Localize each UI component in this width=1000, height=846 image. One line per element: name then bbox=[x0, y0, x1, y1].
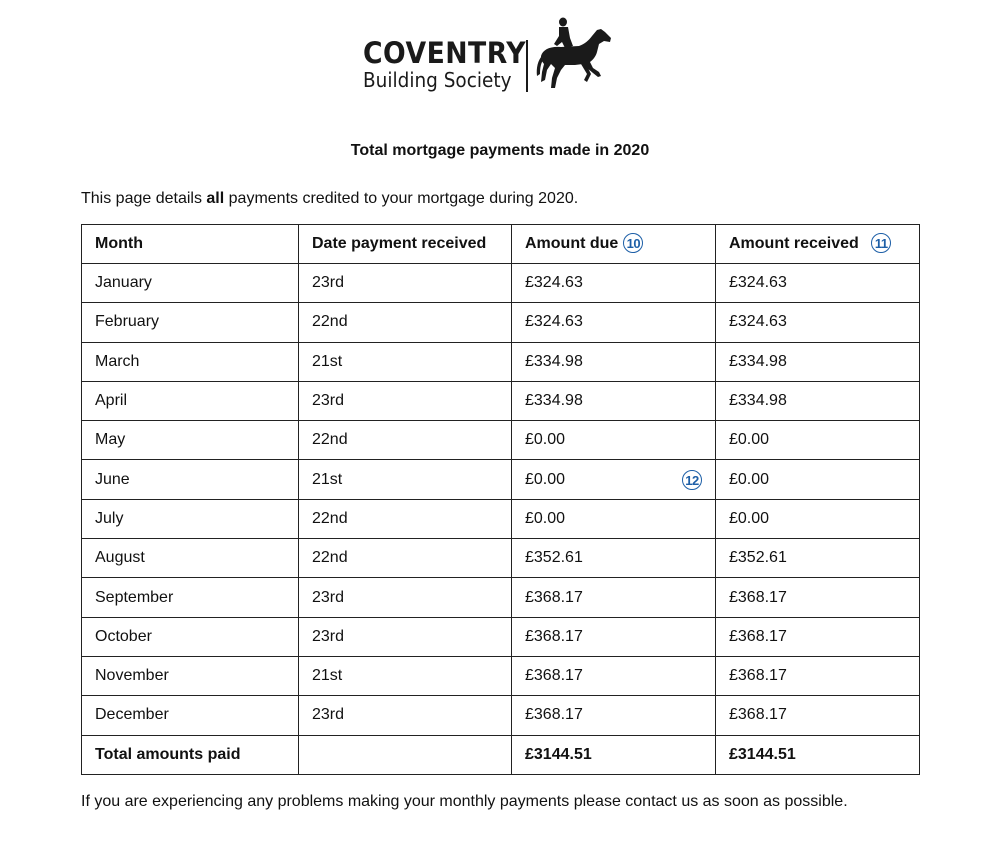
cell-amount-due-text: £0.00 bbox=[525, 431, 566, 449]
cell-amount-received-text: £334.98 bbox=[729, 352, 787, 370]
cell-amount-due-text: £352.61 bbox=[525, 549, 583, 567]
cell-amount-due bbox=[512, 499, 716, 538]
cell-amount-received bbox=[716, 381, 920, 420]
table-row bbox=[82, 421, 920, 460]
header-amount-due-label: Amount due bbox=[525, 235, 619, 253]
cell-date-received bbox=[299, 421, 512, 460]
cell-amount-received bbox=[716, 578, 920, 617]
cell-amount-due bbox=[512, 460, 716, 499]
cell-date-received bbox=[299, 539, 512, 578]
table-row bbox=[82, 656, 920, 695]
cell-date-received bbox=[299, 656, 512, 695]
cell-amount-received-text: £368.17 bbox=[729, 627, 787, 645]
cell-month bbox=[82, 303, 299, 342]
table-row bbox=[82, 617, 920, 656]
cell-month bbox=[82, 696, 299, 735]
cell-date-received bbox=[299, 460, 512, 499]
table-row bbox=[82, 264, 920, 303]
cell-amount-received-text: £0.00 bbox=[729, 509, 770, 527]
cell-month bbox=[82, 342, 299, 381]
cell-amount-due bbox=[512, 539, 716, 578]
cell-date-received bbox=[299, 499, 512, 538]
cell-amount-due bbox=[512, 617, 716, 656]
cell-month-text: December bbox=[95, 706, 169, 724]
header-amount-received-label: Amount received bbox=[729, 235, 859, 253]
cell-month bbox=[82, 578, 299, 617]
page-title: Total mortgage payments made in 2020 bbox=[350, 142, 650, 159]
intro-before: This page details bbox=[81, 190, 207, 207]
cell-amount-received bbox=[716, 499, 920, 538]
intro-emphasis: all bbox=[206, 190, 225, 207]
cell-date-received bbox=[299, 264, 512, 303]
logo-wordmark bbox=[363, 38, 540, 92]
cell-amount-due bbox=[512, 578, 716, 617]
table-row bbox=[82, 342, 920, 381]
cell-amount-due-text: £368.17 bbox=[525, 706, 583, 724]
total-amount-received: £3144.51 bbox=[716, 735, 920, 774]
total-amount-due: £3144.51 bbox=[512, 735, 716, 774]
cell-month bbox=[82, 656, 299, 695]
cell-amount-due bbox=[512, 421, 716, 460]
cell-amount-received bbox=[716, 421, 920, 460]
cell-amount-received bbox=[716, 539, 920, 578]
total-label: Total amounts paid bbox=[82, 735, 299, 774]
cell-month bbox=[82, 539, 299, 578]
cell-amount-received-text: £368.17 bbox=[729, 588, 787, 606]
cell-amount-due bbox=[512, 381, 716, 420]
cell-month bbox=[82, 617, 299, 656]
cell-month-text: March bbox=[95, 352, 140, 370]
cell-amount-received bbox=[716, 696, 920, 735]
cell-month bbox=[82, 499, 299, 538]
cell-month-text: July bbox=[95, 509, 124, 527]
cell-amount-due bbox=[512, 303, 716, 342]
cell-amount-due bbox=[512, 264, 716, 303]
cell-month-text: May bbox=[95, 431, 126, 449]
cell-date-received-text: 23rd bbox=[312, 274, 345, 292]
cell-month bbox=[82, 264, 299, 303]
table-header-row bbox=[82, 225, 920, 264]
cell-month-text: January bbox=[95, 274, 152, 292]
table-row bbox=[82, 460, 920, 499]
cell-month-text: August bbox=[95, 549, 145, 567]
cell-amount-due bbox=[512, 696, 716, 735]
cell-amount-due bbox=[512, 656, 716, 695]
cell-amount-received bbox=[716, 342, 920, 381]
cell-amount-due-text: £324.63 bbox=[525, 274, 583, 292]
cell-date-received-text: 22nd bbox=[312, 509, 348, 527]
cell-amount-received-text: £324.63 bbox=[729, 274, 787, 292]
cell-month bbox=[82, 460, 299, 499]
intro-text bbox=[81, 190, 578, 208]
reference-marker-10: 10 bbox=[623, 233, 643, 253]
cell-date-received bbox=[299, 617, 512, 656]
cell-month bbox=[82, 381, 299, 420]
cell-date-received-text: 23rd bbox=[312, 627, 345, 645]
cell-date-received-text: 23rd bbox=[312, 588, 345, 606]
cell-date-received bbox=[299, 381, 512, 420]
logo-divider bbox=[526, 40, 528, 92]
cell-amount-due-text: £368.17 bbox=[525, 627, 583, 645]
reference-marker-11: 11 bbox=[871, 233, 891, 253]
header-amount-received bbox=[716, 225, 920, 264]
cell-month-text: April bbox=[95, 392, 128, 410]
header-date-received: Date payment received bbox=[299, 225, 512, 264]
cell-amount-received bbox=[716, 303, 920, 342]
payments-table bbox=[81, 224, 920, 775]
cell-amount-due-text: £324.63 bbox=[525, 313, 583, 331]
cell-amount-received-text: £0.00 bbox=[729, 431, 770, 449]
cell-month-text: November bbox=[95, 667, 169, 685]
cell-date-received bbox=[299, 696, 512, 735]
cell-amount-received-text: £324.63 bbox=[729, 313, 787, 331]
table-row bbox=[82, 381, 920, 420]
cell-amount-received-text: £334.98 bbox=[729, 392, 787, 410]
cell-amount-received bbox=[716, 264, 920, 303]
table-row bbox=[82, 303, 920, 342]
cell-amount-due-text: £368.17 bbox=[525, 667, 583, 685]
cell-date-received-text: 21st bbox=[312, 352, 343, 370]
cell-amount-received-text: £0.00 bbox=[729, 470, 770, 488]
logo-name: COVENTRY bbox=[363, 36, 527, 70]
cell-amount-due-text: £368.17 bbox=[525, 588, 583, 606]
cell-date-received bbox=[299, 578, 512, 617]
cell-amount-received-text: £368.17 bbox=[729, 706, 787, 724]
cell-amount-due-text: £334.98 bbox=[525, 352, 583, 370]
table-row bbox=[82, 696, 920, 735]
cell-amount-due-text: £334.98 bbox=[525, 392, 583, 410]
cell-month-text: September bbox=[95, 588, 174, 606]
cell-amount-received-text: £368.17 bbox=[729, 667, 787, 685]
cell-month-text: October bbox=[95, 627, 152, 645]
footer-note: If you are experiencing any problems making your monthly payments please contact us as soon as possible. bbox=[81, 793, 848, 810]
header-amount-due bbox=[512, 225, 716, 264]
cell-date-received-text: 21st bbox=[312, 470, 343, 488]
cell-amount-due-text: £0.00 bbox=[525, 470, 566, 488]
cell-date-received-text: 22nd bbox=[312, 313, 348, 331]
cell-month-text: February bbox=[95, 313, 160, 331]
cell-date-received-text: 23rd bbox=[312, 706, 345, 724]
cell-date-received-text: 23rd bbox=[312, 392, 345, 410]
logo-subtitle: Building Society bbox=[363, 68, 512, 92]
cell-date-received bbox=[299, 303, 512, 342]
intro-after: payments credited to your mortgage during 2020. bbox=[224, 190, 579, 207]
header-month: Month bbox=[82, 225, 299, 264]
cell-amount-received bbox=[716, 617, 920, 656]
cell-date-received-text: 22nd bbox=[312, 431, 348, 449]
cell-amount-received bbox=[716, 656, 920, 695]
table-row bbox=[82, 539, 920, 578]
horse-and-rider-icon bbox=[535, 16, 613, 92]
cell-amount-received bbox=[716, 460, 920, 499]
cell-date-received-text: 21st bbox=[312, 667, 343, 685]
table-row bbox=[82, 499, 920, 538]
cell-amount-due bbox=[512, 342, 716, 381]
reference-marker-12: 12 bbox=[682, 470, 702, 490]
total-row bbox=[82, 735, 920, 774]
cell-month bbox=[82, 421, 299, 460]
cell-date-received bbox=[299, 342, 512, 381]
cell-date-received-text: 22nd bbox=[312, 549, 348, 567]
cell-amount-received-text: £352.61 bbox=[729, 549, 787, 567]
table-row bbox=[82, 578, 920, 617]
total-date bbox=[299, 735, 512, 774]
cell-month-text: June bbox=[95, 470, 130, 488]
cell-amount-due-text: £0.00 bbox=[525, 509, 566, 527]
